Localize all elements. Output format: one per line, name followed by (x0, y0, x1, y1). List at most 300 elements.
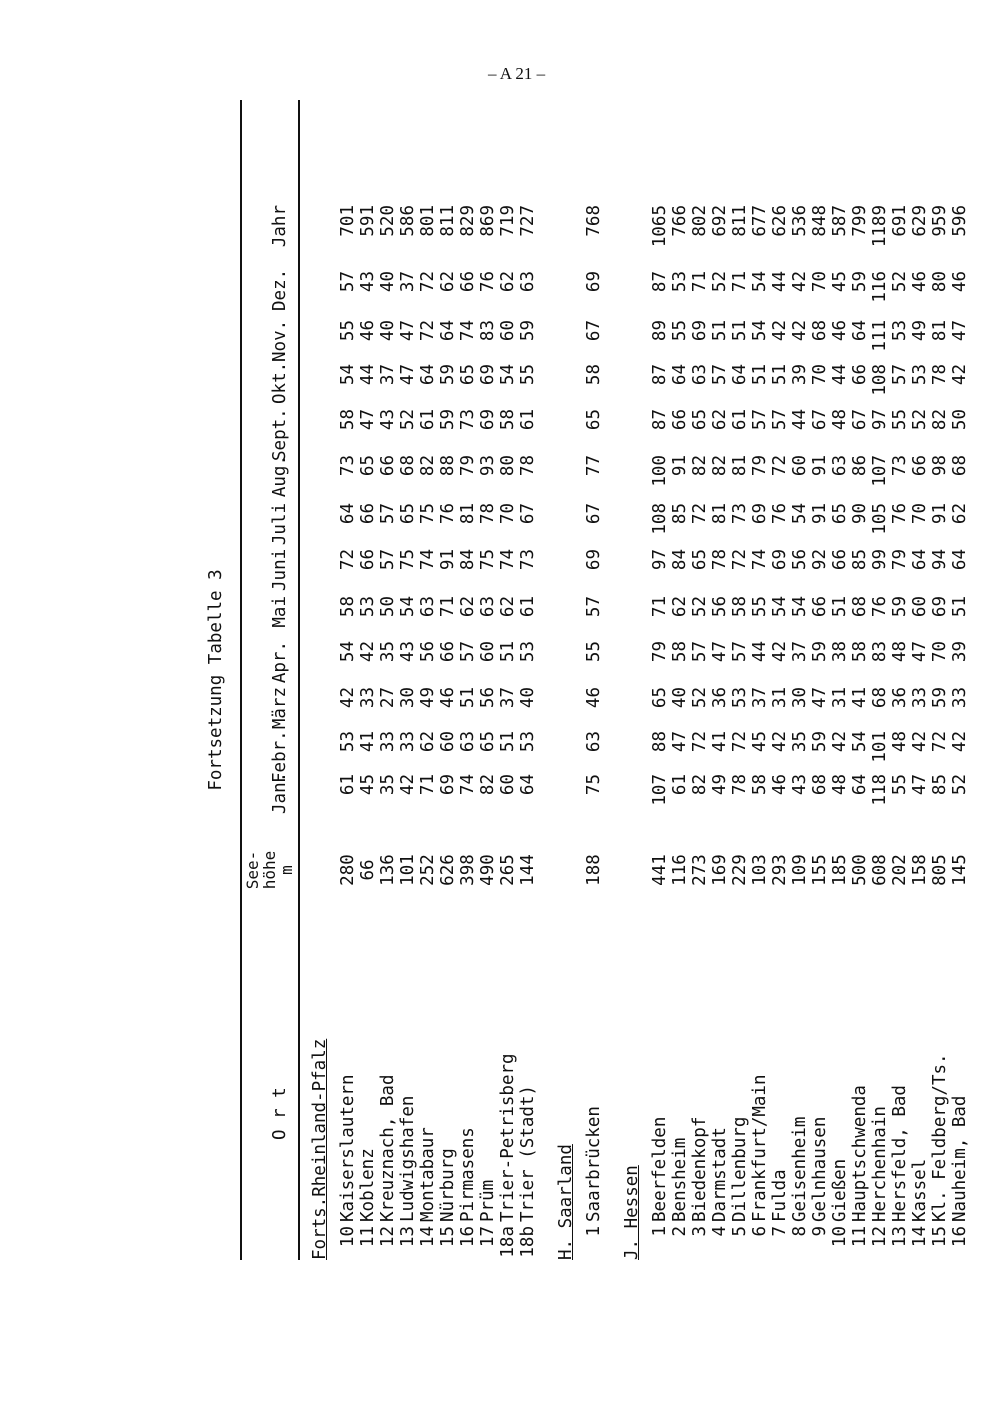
value-cell: 69 (690, 320, 710, 342)
value-cell: 54 (498, 364, 518, 386)
row-number: 2 (670, 1226, 690, 1237)
value-cell: 62 (418, 731, 438, 753)
value-cell: 58 (670, 641, 690, 663)
value-cell: 829 (458, 205, 478, 237)
row-number: 16 (458, 1226, 478, 1248)
value-cell: 70 (810, 271, 830, 293)
value-cell: 52 (890, 271, 910, 293)
value-cell: 64 (670, 364, 690, 386)
value-cell: 67 (518, 503, 538, 525)
value-cell: 33 (378, 731, 398, 753)
station-name: Koblenz (358, 1148, 378, 1222)
value-cell: 66 (910, 455, 930, 477)
value-cell: 73 (730, 503, 750, 525)
value-cell: 50 (950, 409, 970, 431)
value-cell: 74 (418, 549, 438, 571)
value-cell: 69 (750, 503, 770, 525)
value-cell: 586 (398, 205, 418, 237)
elevation-cell: 144 (518, 854, 538, 886)
value-cell: 54 (338, 641, 358, 663)
value-cell: 57 (730, 641, 750, 663)
value-cell: 42 (770, 320, 790, 342)
value-cell: 39 (790, 364, 810, 386)
value-cell: 65 (584, 409, 604, 431)
value-cell: 46 (584, 687, 604, 709)
station-name: Beerfelden (650, 1116, 670, 1222)
value-cell: 54 (750, 320, 770, 342)
value-cell: 44 (790, 409, 810, 431)
value-cell: 53 (358, 596, 378, 618)
station-name: Kassel (910, 1158, 930, 1222)
value-cell: 73 (338, 455, 358, 477)
value-cell: 58 (498, 409, 518, 431)
value-cell: 66 (458, 271, 478, 293)
value-cell: 53 (730, 687, 750, 709)
value-cell: 42 (338, 687, 358, 709)
row-number: 13 (890, 1226, 910, 1248)
value-cell: 70 (810, 364, 830, 386)
value-cell: 46 (358, 320, 378, 342)
value-cell: 626 (770, 205, 790, 237)
value-cell: 67 (850, 409, 870, 431)
value-cell: 54 (850, 731, 870, 753)
value-cell: 35 (790, 731, 810, 753)
value-cell: 69 (584, 271, 604, 293)
elevation-cell: 103 (750, 854, 770, 886)
value-cell: 959 (930, 205, 950, 237)
header-seehoehe: See- höhe m (243, 850, 296, 890)
value-cell: 47 (810, 687, 830, 709)
value-cell: 66 (378, 455, 398, 477)
row-number: 15 (930, 1226, 950, 1248)
value-cell: 82 (418, 455, 438, 477)
value-cell: 41 (850, 687, 870, 709)
header-rule (298, 100, 300, 1260)
value-cell: 75 (398, 549, 418, 571)
value-cell: 78 (518, 455, 538, 477)
value-cell: 91 (438, 549, 458, 571)
value-cell: 45 (830, 271, 850, 293)
value-cell: 75 (418, 503, 438, 525)
value-cell: 56 (790, 549, 810, 571)
rotated-table (200, 100, 1000, 1260)
elevation-cell: 805 (930, 854, 950, 886)
value-cell: 52 (690, 687, 710, 709)
value-cell: 801 (418, 205, 438, 237)
row-number: 16 (950, 1226, 970, 1248)
value-cell: 81 (458, 503, 478, 525)
value-cell: 74 (458, 320, 478, 342)
value-cell: 70 (930, 641, 950, 663)
value-cell: 56 (478, 687, 498, 709)
value-cell: 55 (338, 320, 358, 342)
station-name: Kreuznach, Bad (378, 1074, 398, 1222)
value-cell: 48 (830, 409, 850, 431)
elevation-cell: 229 (730, 854, 750, 886)
station-name: Kaiserslautern (338, 1074, 358, 1222)
value-cell: 768 (584, 205, 604, 237)
row-number: 12 (378, 1226, 398, 1248)
row-number: 3 (690, 1226, 710, 1237)
value-cell: 63 (584, 731, 604, 753)
value-cell: 47 (398, 364, 418, 386)
value-cell: 48 (830, 774, 850, 796)
value-cell: 51 (950, 596, 970, 618)
value-cell: 64 (518, 774, 538, 796)
elevation-cell: 169 (710, 854, 730, 886)
elevation-cell: 273 (690, 854, 710, 886)
value-cell: 67 (584, 320, 604, 342)
station-name: Biedenkopf (690, 1116, 710, 1222)
value-cell: 65 (650, 687, 670, 709)
elevation-cell: 109 (790, 854, 810, 886)
value-cell: 719 (498, 205, 518, 237)
header-month: Nov. (270, 319, 290, 362)
value-cell: 52 (690, 596, 710, 618)
value-cell: 72 (338, 549, 358, 571)
row-number: 11 (358, 1226, 378, 1248)
elevation-cell: 116 (670, 854, 690, 886)
station-name: Frankfurt/Main (750, 1074, 770, 1222)
value-cell: 63 (478, 596, 498, 618)
section-title: H. Saarland (556, 1144, 576, 1260)
value-cell: 54 (338, 364, 358, 386)
station-name: Pirmasens (458, 1127, 478, 1222)
value-cell: 56 (418, 641, 438, 663)
value-cell: 47 (358, 409, 378, 431)
station-name: Ludwigshafen (398, 1095, 418, 1222)
value-cell: 536 (790, 205, 810, 237)
value-cell: 43 (398, 641, 418, 663)
value-cell: 67 (810, 409, 830, 431)
value-cell: 84 (458, 549, 478, 571)
station-name: Gießen (830, 1158, 850, 1222)
value-cell: 47 (670, 731, 690, 753)
value-cell: 101 (870, 731, 890, 763)
elevation-cell: 252 (418, 854, 438, 886)
value-cell: 78 (730, 774, 750, 796)
value-cell: 64 (850, 774, 870, 796)
value-cell: 81 (710, 503, 730, 525)
value-cell: 47 (910, 641, 930, 663)
value-cell: 36 (710, 687, 730, 709)
value-cell: 59 (930, 687, 950, 709)
value-cell: 42 (770, 641, 790, 663)
value-cell: 44 (770, 271, 790, 293)
value-cell: 30 (790, 687, 810, 709)
value-cell: 97 (870, 409, 890, 431)
value-cell: 87 (650, 409, 670, 431)
row-number: 10 (830, 1226, 850, 1248)
row-number: 1 (650, 1226, 670, 1237)
value-cell: 116 (870, 271, 890, 303)
value-cell: 46 (438, 687, 458, 709)
value-cell: 61 (418, 409, 438, 431)
elevation-cell: 66 (358, 859, 378, 881)
value-cell: 54 (398, 596, 418, 618)
row-number: 8 (790, 1226, 810, 1237)
value-cell: 46 (770, 774, 790, 796)
value-cell: 70 (498, 503, 518, 525)
value-cell: 68 (810, 320, 830, 342)
value-cell: 78 (930, 364, 950, 386)
value-cell: 62 (670, 596, 690, 618)
value-cell: 71 (650, 596, 670, 618)
value-cell: 108 (870, 364, 890, 396)
value-cell: 42 (790, 320, 810, 342)
row-number: 18b (518, 1226, 538, 1258)
value-cell: 76 (890, 503, 910, 525)
value-cell: 64 (910, 549, 930, 571)
page-number: – A 21 – (488, 64, 546, 83)
value-cell: 71 (438, 596, 458, 618)
value-cell: 54 (770, 596, 790, 618)
value-cell: 51 (750, 364, 770, 386)
elevation-cell: 626 (438, 854, 458, 886)
value-cell: 48 (890, 641, 910, 663)
elevation-cell: 136 (378, 854, 398, 886)
value-cell: 64 (850, 320, 870, 342)
value-cell: 73 (458, 409, 478, 431)
row-number: 17 (478, 1226, 498, 1248)
value-cell: 692 (710, 205, 730, 237)
station-name: Dillenburg (730, 1116, 750, 1222)
value-cell: 727 (518, 205, 538, 237)
elevation-cell: 202 (890, 854, 910, 886)
value-cell: 79 (890, 549, 910, 571)
value-cell: 35 (378, 641, 398, 663)
row-number: 15 (438, 1226, 458, 1248)
value-cell: 46 (830, 320, 850, 342)
value-cell: 48 (890, 731, 910, 753)
value-cell: 40 (670, 687, 690, 709)
header-month: Dez. (270, 268, 290, 311)
value-cell: 55 (518, 364, 538, 386)
value-cell: 69 (584, 549, 604, 571)
value-cell: 65 (830, 503, 850, 525)
row-number: 14 (910, 1226, 930, 1248)
value-cell: 118 (870, 774, 890, 806)
value-cell: 82 (478, 774, 498, 796)
value-cell: 69 (770, 549, 790, 571)
value-cell: 63 (418, 596, 438, 618)
value-cell: 108 (650, 503, 670, 535)
value-cell: 63 (830, 455, 850, 477)
value-cell: 69 (438, 774, 458, 796)
value-cell: 51 (458, 687, 478, 709)
value-cell: 59 (850, 271, 870, 293)
value-cell: 802 (690, 205, 710, 237)
value-cell: 93 (478, 455, 498, 477)
row-number: 7 (770, 1226, 790, 1237)
value-cell: 105 (870, 503, 890, 535)
value-cell: 68 (850, 596, 870, 618)
value-cell: 54 (790, 503, 810, 525)
value-cell: 97 (650, 549, 670, 571)
value-cell: 79 (750, 455, 770, 477)
value-cell: 57 (458, 641, 478, 663)
value-cell: 111 (870, 320, 890, 352)
value-cell: 53 (518, 731, 538, 753)
value-cell: 69 (930, 596, 950, 618)
value-cell: 57 (378, 549, 398, 571)
value-cell: 79 (650, 641, 670, 663)
value-cell: 37 (398, 271, 418, 293)
value-cell: 60 (790, 455, 810, 477)
value-cell: 91 (930, 503, 950, 525)
row-number: 10 (338, 1226, 358, 1248)
value-cell: 38 (830, 641, 850, 663)
value-cell: 58 (730, 596, 750, 618)
value-cell: 88 (650, 731, 670, 753)
value-cell: 72 (770, 455, 790, 477)
value-cell: 58 (338, 409, 358, 431)
value-cell: 77 (584, 455, 604, 477)
header-ort: O r t (270, 1087, 290, 1140)
elevation-cell: 188 (584, 854, 604, 886)
value-cell: 59 (810, 731, 830, 753)
value-cell: 64 (418, 364, 438, 386)
value-cell: 35 (378, 774, 398, 796)
value-cell: 520 (378, 205, 398, 237)
value-cell: 40 (378, 320, 398, 342)
value-cell: 677 (750, 205, 770, 237)
value-cell: 43 (790, 774, 810, 796)
station-name: Herchenhain (870, 1106, 890, 1222)
row-number: 11 (850, 1226, 870, 1248)
value-cell: 766 (670, 205, 690, 237)
value-cell: 65 (398, 503, 418, 525)
elevation-cell: 280 (338, 854, 358, 886)
value-cell: 73 (890, 455, 910, 477)
elevation-cell: 441 (650, 854, 670, 886)
value-cell: 107 (650, 774, 670, 806)
elevation-cell: 293 (770, 854, 790, 886)
value-cell: 91 (810, 455, 830, 477)
value-cell: 64 (730, 364, 750, 386)
value-cell: 68 (950, 455, 970, 477)
value-cell: 45 (358, 774, 378, 796)
value-cell: 51 (710, 320, 730, 342)
value-cell: 63 (518, 271, 538, 293)
row-number: 14 (418, 1226, 438, 1248)
header-month: Sept. (270, 408, 290, 461)
elevation-cell: 265 (498, 854, 518, 886)
top-rule (240, 100, 242, 1260)
elevation-cell: 158 (910, 854, 930, 886)
station-name: Nauheim, Bad (950, 1095, 970, 1222)
value-cell: 47 (398, 320, 418, 342)
value-cell: 86 (850, 455, 870, 477)
value-cell: 47 (910, 774, 930, 796)
value-cell: 78 (710, 549, 730, 571)
value-cell: 587 (830, 205, 850, 237)
value-cell: 62 (438, 271, 458, 293)
station-name: Montabaur (418, 1127, 438, 1222)
value-cell: 57 (890, 364, 910, 386)
value-cell: 53 (518, 641, 538, 663)
elevation-cell: 500 (850, 854, 870, 886)
value-cell: 42 (950, 364, 970, 386)
station-name: Geisenheim (790, 1116, 810, 1222)
value-cell: 78 (478, 503, 498, 525)
value-cell: 85 (670, 503, 690, 525)
value-cell: 53 (338, 731, 358, 753)
value-cell: 42 (830, 731, 850, 753)
value-cell: 64 (438, 320, 458, 342)
station-name: Trier-Petrisberg (498, 1053, 518, 1222)
value-cell: 30 (398, 687, 418, 709)
value-cell: 50 (378, 596, 398, 618)
value-cell: 57 (750, 409, 770, 431)
value-cell: 62 (498, 271, 518, 293)
elevation-cell: 185 (830, 854, 850, 886)
header-month: Juli (270, 503, 290, 546)
value-cell: 73 (518, 549, 538, 571)
value-cell: 49 (418, 687, 438, 709)
value-cell: 71 (690, 271, 710, 293)
value-cell: 87 (650, 271, 670, 293)
value-cell: 59 (810, 641, 830, 663)
station-name: Bensheim (670, 1137, 690, 1222)
header-month: Jan. (270, 771, 290, 814)
row-number: 6 (750, 1226, 770, 1237)
value-cell: 31 (830, 687, 850, 709)
value-cell: 53 (910, 364, 930, 386)
value-cell: 83 (870, 641, 890, 663)
value-cell: 72 (418, 271, 438, 293)
value-cell: 85 (850, 549, 870, 571)
elevation-cell: 608 (870, 854, 890, 886)
value-cell: 55 (890, 409, 910, 431)
value-cell: 69 (478, 409, 498, 431)
value-cell: 37 (750, 687, 770, 709)
value-cell: 61 (518, 596, 538, 618)
value-cell: 51 (770, 364, 790, 386)
value-cell: 33 (910, 687, 930, 709)
elevation-cell: 490 (478, 854, 498, 886)
value-cell: 53 (670, 271, 690, 293)
value-cell: 72 (930, 731, 950, 753)
value-cell: 57 (690, 641, 710, 663)
value-cell: 99 (870, 549, 890, 571)
value-cell: 42 (950, 731, 970, 753)
value-cell: 60 (438, 731, 458, 753)
value-cell: 76 (438, 503, 458, 525)
value-cell: 58 (338, 596, 358, 618)
value-cell: 80 (498, 455, 518, 477)
row-number: 12 (870, 1226, 890, 1248)
value-cell: 811 (730, 205, 750, 237)
row-number: 5 (730, 1226, 750, 1237)
value-cell: 47 (710, 641, 730, 663)
value-cell: 869 (478, 205, 498, 237)
header-month: Okt. (270, 361, 290, 404)
value-cell: 60 (498, 320, 518, 342)
value-cell: 56 (710, 596, 730, 618)
value-cell: 46 (910, 271, 930, 293)
value-cell: 49 (710, 774, 730, 796)
value-cell: 58 (750, 774, 770, 796)
value-cell: 65 (358, 455, 378, 477)
value-cell: 57 (710, 364, 730, 386)
value-cell: 68 (398, 455, 418, 477)
value-cell: 66 (438, 641, 458, 663)
value-cell: 848 (810, 205, 830, 237)
header-month: Febr. (270, 730, 290, 783)
value-cell: 47 (950, 320, 970, 342)
value-cell: 51 (498, 641, 518, 663)
